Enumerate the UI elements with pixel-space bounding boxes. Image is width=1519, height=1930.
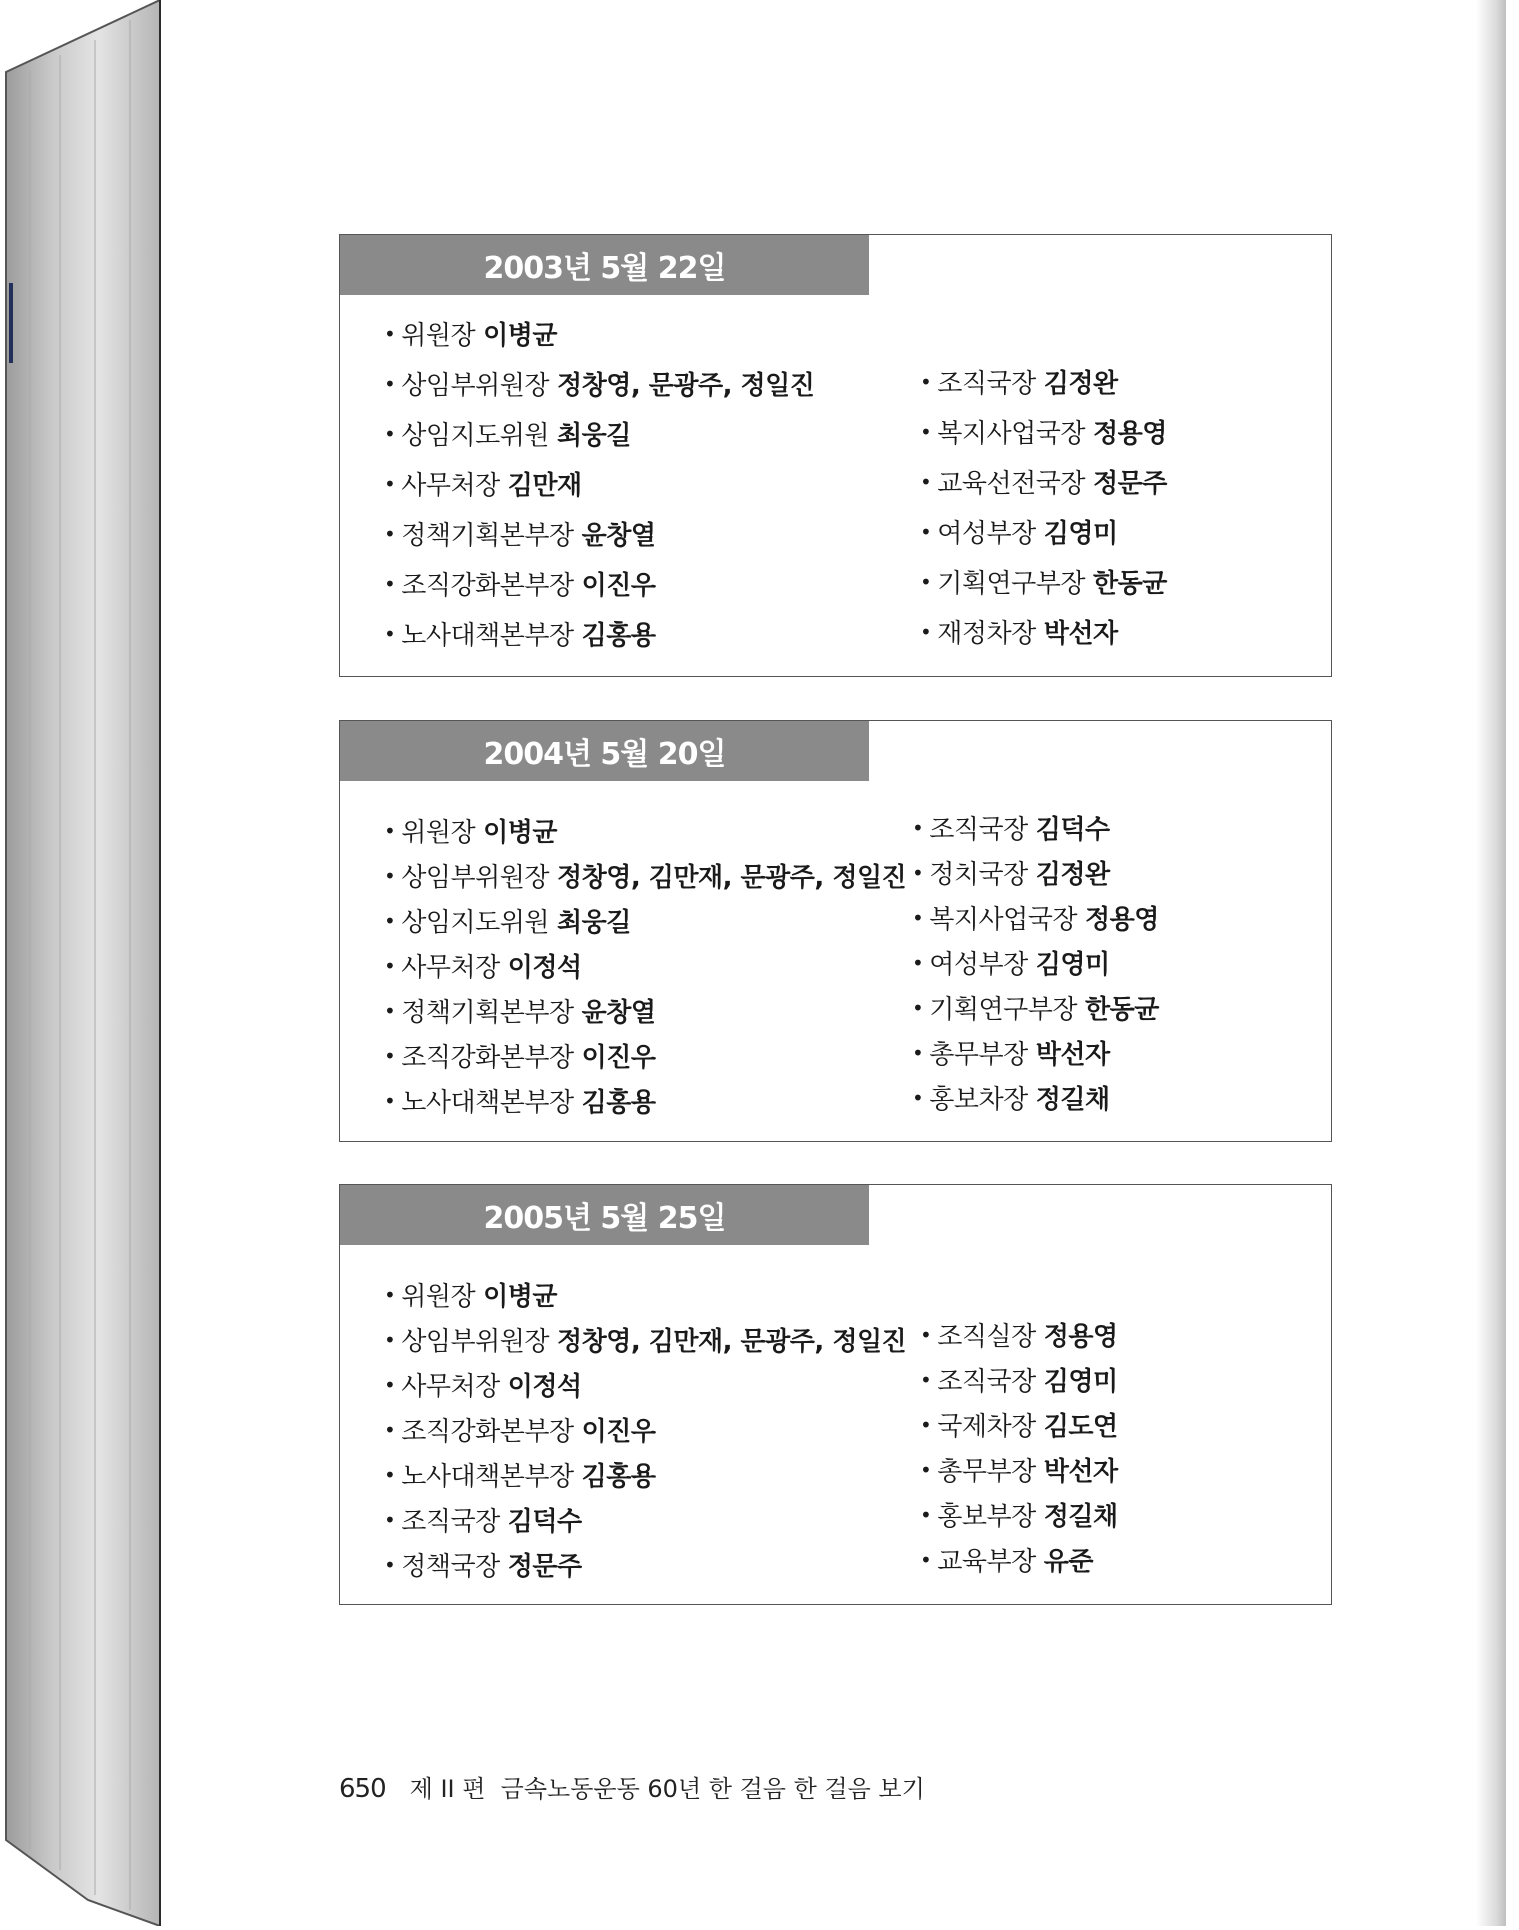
list-item: • 정책기획본부장 윤창열	[384, 521, 656, 551]
page-gutter-shadow	[1476, 0, 1506, 1926]
list-item: • 조직강화본부장 이진우	[384, 1043, 656, 1073]
list-item: • 교육선전국장 정문주	[920, 469, 1167, 499]
list-item: • 조직실장 정용영	[920, 1322, 1118, 1352]
list-item: • 노사대책본부장 김홍용	[384, 1462, 656, 1492]
section-date-header: 2004년 5월 20일	[340, 721, 869, 781]
right-column	[912, 809, 1159, 1124]
page-footer	[339, 1769, 925, 1804]
list-item: • 교육부장 유준	[920, 1547, 1093, 1577]
list-item: • 홍보차장 정길채	[912, 1085, 1110, 1115]
list-item: • 상임부위원장 정창영, 김만재, 문광주, 정일진	[384, 863, 907, 893]
list-item: • 총무부장 박선자	[920, 1457, 1118, 1487]
section-2004	[339, 720, 1332, 1142]
list-item: • 사무처장 김만재	[384, 471, 582, 501]
list-item: • 여성부장 김영미	[920, 519, 1118, 549]
section-date-header: 2005년 5월 25일	[340, 1185, 869, 1245]
list-item: • 조직강화본부장 이진우	[384, 571, 656, 601]
section-2003	[339, 234, 1332, 677]
section-date-header: 2003년 5월 22일	[340, 235, 869, 295]
list-item: • 국제차장 김도연	[920, 1412, 1118, 1442]
list-item: • 복지사업국장 정용영	[912, 905, 1159, 935]
list-item: • 기획연구부장 한동균	[912, 995, 1159, 1025]
list-item: • 사무처장 이정석	[384, 1372, 582, 1402]
running-footer-title: 제 II 편 금속노동운동 60년 한 걸음 한 걸음 보기	[409, 1775, 925, 1803]
list-item: • 조직국장 김영미	[920, 1367, 1118, 1397]
list-item: • 사무처장 이정석	[384, 953, 582, 983]
list-item: • 상임부위원장 정창영, 김만재, 문광주, 정일진	[384, 1327, 907, 1357]
list-item: • 여성부장 김영미	[912, 950, 1110, 980]
list-item: • 정치국장 김정완	[912, 860, 1110, 890]
list-item: • 복지사업국장 정용영	[920, 419, 1167, 449]
list-item: • 상임부위원장 정창영, 문광주, 정일진	[384, 371, 815, 401]
page-number: 650	[339, 1774, 386, 1804]
list-item: • 조직국장 김덕수	[384, 1507, 582, 1537]
list-item: • 조직국장 김덕수	[912, 815, 1110, 845]
right-column	[920, 363, 1167, 663]
list-item: • 상임지도위원 최웅길	[384, 908, 631, 938]
list-item: • 재정차장 박선자	[920, 619, 1118, 649]
list-item: • 위원장 이병균	[384, 1282, 558, 1312]
list-item: • 정책기획본부장 윤창열	[384, 998, 656, 1028]
list-item: • 조직강화본부장 이진우	[384, 1417, 656, 1447]
list-item: • 총무부장 박선자	[912, 1040, 1110, 1070]
left-column	[384, 812, 906, 1127]
list-item: • 정책국장 정문주	[384, 1552, 582, 1582]
right-column	[920, 1316, 1118, 1586]
list-item: • 조직국장 김정완	[920, 369, 1118, 399]
book-page-edges	[0, 0, 160, 1926]
left-column	[384, 315, 814, 665]
left-column	[384, 1276, 906, 1591]
list-item: • 상임지도위원 최웅길	[384, 421, 631, 451]
list-item: • 기획연구부장 한동균	[920, 569, 1167, 599]
section-2005	[339, 1184, 1332, 1605]
page-stack-graphic	[0, 0, 160, 1926]
list-item: • 노사대책본부장 김홍용	[384, 1088, 656, 1118]
list-item: • 노사대책본부장 김홍용	[384, 621, 656, 651]
list-item: • 위원장 이병균	[384, 321, 558, 351]
list-item: • 위원장 이병균	[384, 818, 558, 848]
list-item: • 홍보부장 정길채	[920, 1502, 1118, 1532]
